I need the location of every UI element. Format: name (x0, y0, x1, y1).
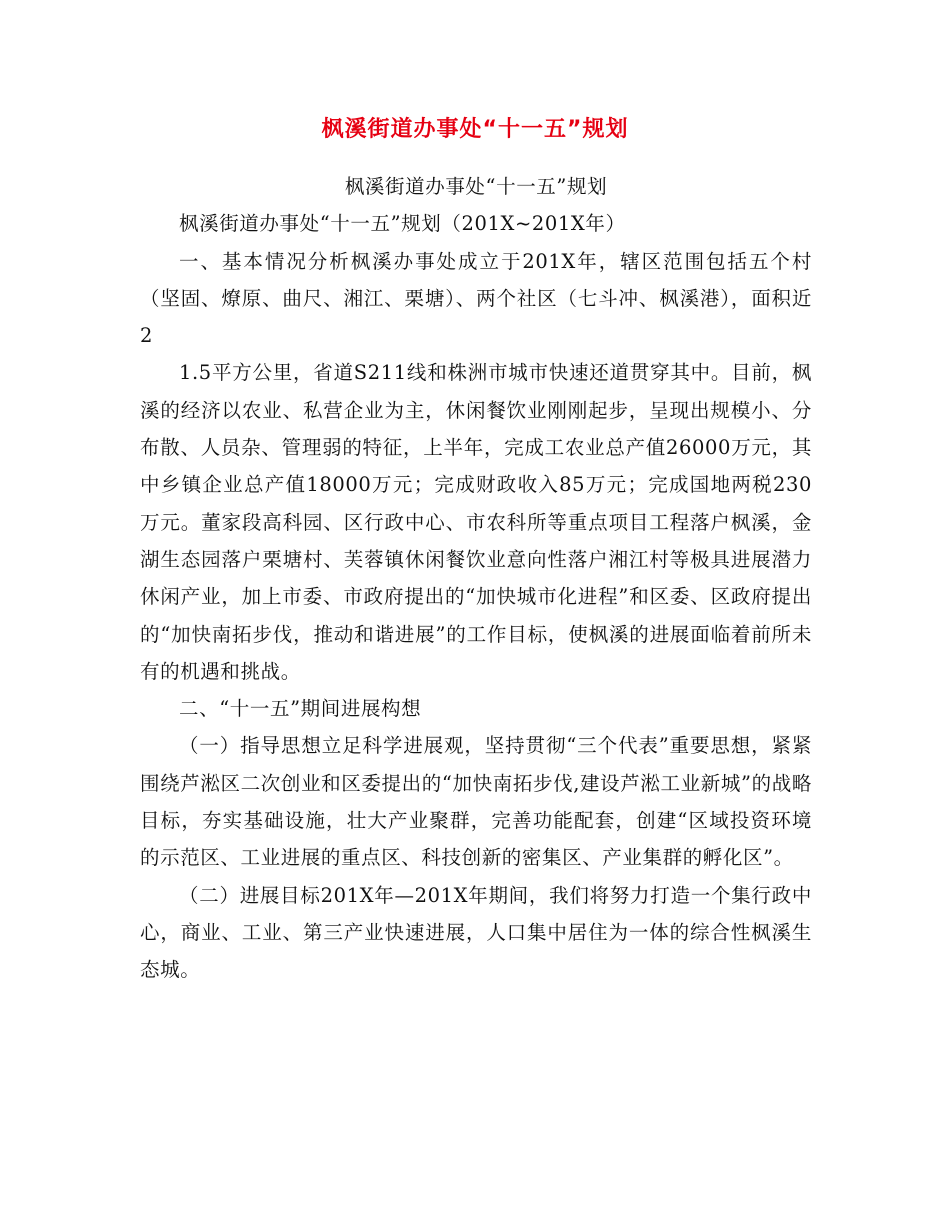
heading-paragraph: 枫溪街道办事处“十一五”规划（201X~201X年） (179, 212, 626, 236)
paragraph-development-goal: （二）进展目标201X年—201X年期间，我们将努力打造一个集行政中心，商业、工业、第三产业快速进展，人口集中居住为一体的综合性枫溪生态城。 (140, 883, 812, 982)
section-basic-situation: 一、基本情况分析枫溪办事处成立于201X年，辖区范围包括五个村（坚固、燎原、曲尺、湘江、栗塘）、两个社区（七斗冲、枫溪港），面积近2 (140, 249, 812, 348)
paragraph-economy: 1.5平方公里，省道S211线和株洲市城市快速还道贯穿其中。目前，枫溪的经济以农业、私营企业为主，休闲餐饮业刚刚起步，呈现出规模小、分布散、人员杂、管理弱的特征，上半年，完成工农业总产值26000万元，其中乡镇企业总产值18000万元；完成财政收入85万元；完成国地两税230万元。董家段高科园、区行政中心、市农科所等重点项目工程落户枫溪，金湖生态园落户栗塘村、芙蓉镇休闲餐饮业意向性落户湘江村等极具进展潜力休闲产业，加上市委、市政府提出的“加快城市化进程”和区委、区政府提出的“加快南拓步伐，推动和谐进展”的工作目标，使枫溪的进展面临着前所未有的机遇和挑战。 (140, 361, 812, 683)
paragraph-guiding-thought: （一）指导思想立足科学进展观，坚持贯彻“三个代表”重要思想，紧紧围绕芦淞区二次创业和区委提出的“加快南拓步伐,建设芦淞工业新城”的战略目标，夯实基础设施，壮大产业聚群，完善功能配套，创建“区域投资环境的示范区、工业进展的重点区、科技创新的密集区、产业集群的孵化区”。 (140, 734, 812, 870)
document-title: 枫溪街道办事处“十一五”规划 (321, 117, 629, 142)
document-body (140, 168, 812, 989)
subtitle-paragraph: 枫溪街道办事处“十一五”规划 (344, 175, 608, 198)
section-development-plan: 二、“十一五”期间进展构想 (179, 697, 422, 721)
